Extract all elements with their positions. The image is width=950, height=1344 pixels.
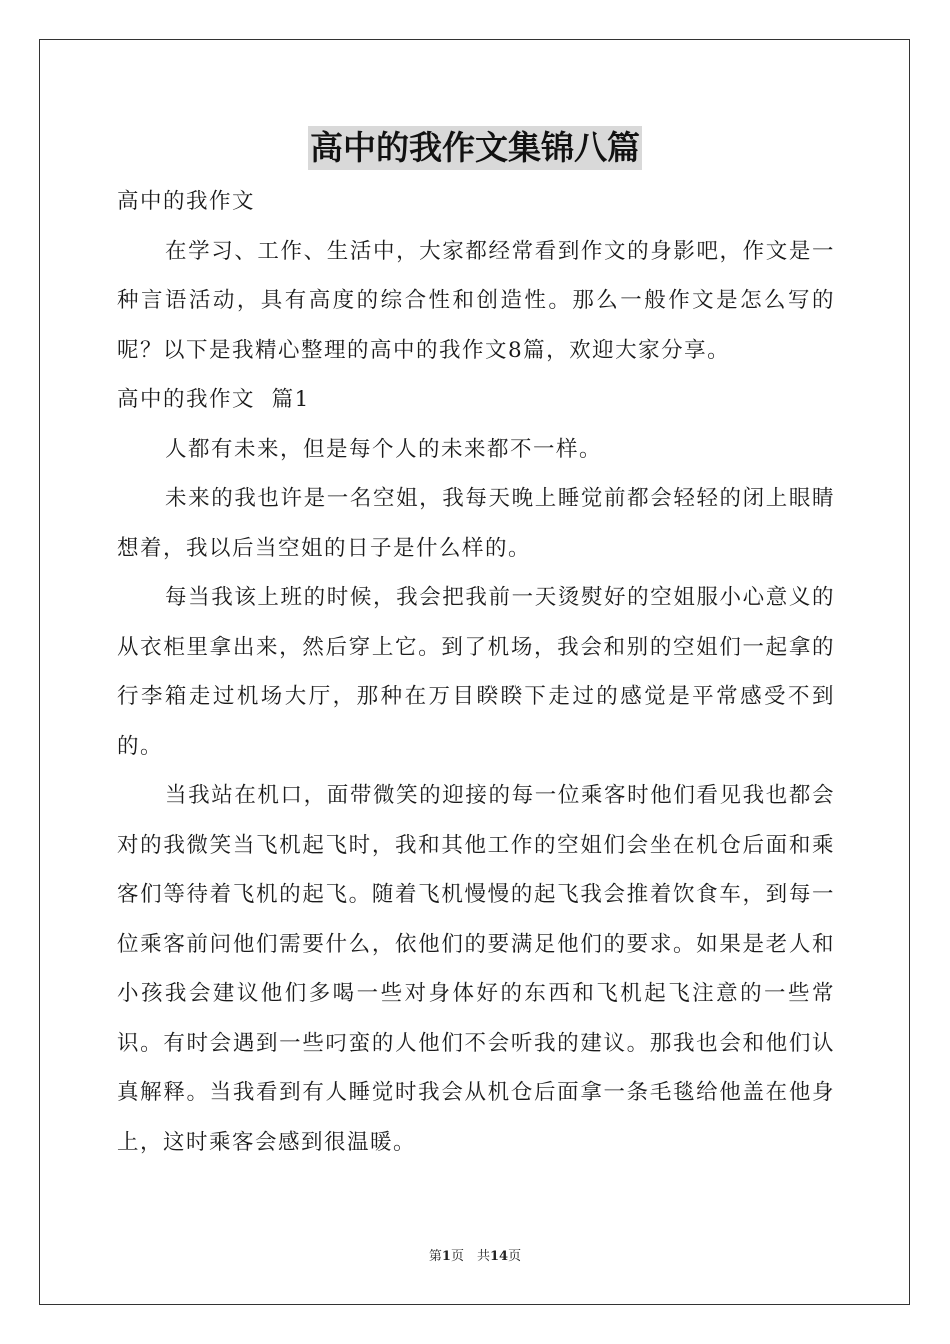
page-footer: [0, 1245, 950, 1264]
body-paragraph: 每当我该上班的时候，我会把我前一天烫熨好的空姐服小心意义的从衣柜里拿出来，然后穿上它。到了机场，我会和别的空姐们一起拿的行李箱走过机场大厅，那种在万目睽睽下走过的感觉是平常感受不到的。: [117, 585, 835, 759]
footer-mid: 页 共: [450, 1249, 490, 1264]
section-heading: 高中的我作文 篇1: [117, 387, 310, 412]
footer-page-current: 1: [441, 1249, 451, 1264]
footer-suffix: 页: [508, 1249, 522, 1264]
body-paragraph: 未来的我也许是一名空姐，我每天晚上睡觉前都会轻轻的闭上眼睛想着，我以后当空姐的日子是什么样的。: [117, 486, 835, 561]
body-paragraph: 当我站在机口，面带微笑的迎接的每一位乘客时他们看见我也都会对的我微笑当飞机起飞时，我和其他工作的空姐们会坐在机仓后面和乘客们等待着飞机的起飞。随着飞机慢慢的起飞我会推着饮食车，到每一位乘客前问他们需要什么，依他们的要满足他们的要求。如果是老人和小孩我会建议他们多喝一些对身体好的东西和飞机起飞注意的一些常识。有时会遇到一些叼蛮的人他们不会听我的建议。那我也会和他们认真解释。当我看到有人睡觉时我会从机仓后面拿一条毛毯给他盖在他身上，这时乘客会感到很温暖。: [117, 783, 835, 1155]
title-container: [0, 126, 950, 170]
footer-prefix: 第: [428, 1249, 442, 1264]
document-title: 高中的我作文集锦八篇: [308, 126, 642, 170]
intro-heading: 高中的我作文: [117, 189, 256, 214]
footer-page-total: 14: [489, 1249, 509, 1264]
intro-paragraph: 在学习、工作、生活中，大家都经常看到作文的身影吧，作文是一种言语活动，具有高度的综合性和创造性。那么一般作文是怎么写的呢？以下是我精心整理的高中的我作文8篇，欢迎大家分享。: [117, 238, 835, 363]
document-body: [117, 177, 835, 1167]
body-paragraph: 人都有未来，但是每个人的未来都不一样。: [165, 436, 603, 462]
